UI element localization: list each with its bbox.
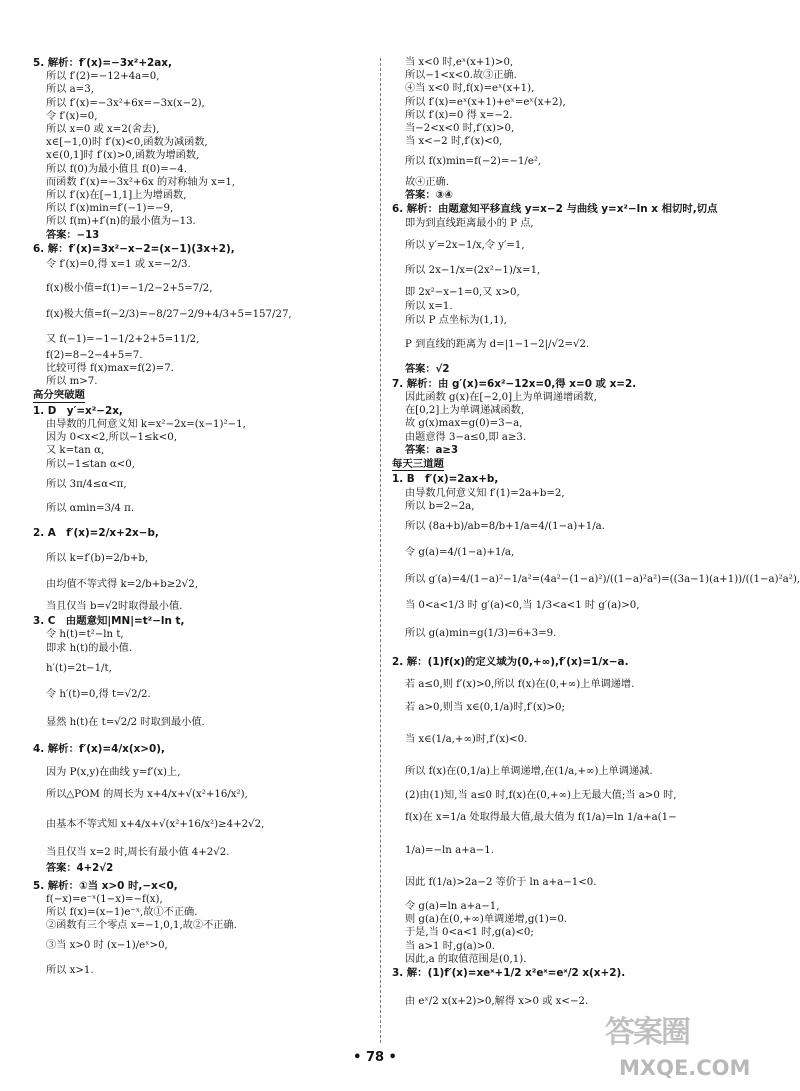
problem-heading: 2. A f′(x)=2/x+2x−b, — [33, 527, 159, 540]
answer-line: 答案：−13 — [46, 229, 100, 241]
solution-line: f(−x)=e⁻ˣ(1−x)=−f(x), — [46, 893, 163, 905]
column-divider — [380, 58, 381, 1043]
solution-line: x∈(0,1]时 f′(x)>0,函数为增函数, — [46, 150, 200, 162]
solution-line: 令 h′(t)=0,得 t=√2/2. — [46, 688, 151, 700]
solution-line: 在[0,2]上为单调递减函数, — [405, 405, 525, 417]
solution-line: 比较可得 f(x)max=f(2)=7. — [46, 363, 174, 375]
solution-line: 由基本不等式知 x+4/x+√(x²+16/x²)≥4+2√2, — [46, 818, 265, 830]
solution-line: 令 g(a)=4/(1−a)+1/a, — [405, 547, 515, 559]
solution-line — [33, 864, 375, 874]
solution-line: 所以 x=1. — [405, 301, 453, 313]
solution-line: 所以 g(a)min=g(1/3)=6+3=9. — [405, 627, 557, 639]
solution-line: 所以 f(m)+f′(n)的最小值为−13. — [46, 216, 196, 228]
solution-line: 当且仅当 x=2 时,周长有最小值 4+2√2. — [46, 847, 230, 859]
solution-line — [33, 616, 375, 627]
solution-line: 由导数几何意义知 f′(1)=2a+b=2, — [405, 487, 565, 499]
problem-heading: 2. 解：(1)f(x)的定义域为(0,+∞),f′(x)=1/x−a. — [392, 656, 629, 669]
solution-line — [33, 406, 375, 417]
solution-line: 即 2x²−x−1=0,又 x>0, — [405, 286, 520, 298]
solution-line: 因此,a 的取值范围是(0,1). — [405, 953, 527, 965]
solution-line — [392, 446, 730, 456]
solution-line: 当 x<0 时,eˣ(x+1)>0, — [405, 57, 514, 68]
solution-line: 因此 f(1/a)>2a−2 等价于 ln a+a−1<0. — [405, 876, 597, 888]
solution-line: 所以 αmin=3/4 π. — [46, 503, 135, 515]
solution-line: 当 a>1 时,g(a)>0. — [405, 940, 495, 952]
solution-line: 所以 f(x)=(x−1)e⁻ˣ,故①不正确. — [46, 906, 198, 918]
problem-heading: 5. 解析：f′(x)=−3x²+2ax, — [33, 57, 172, 69]
solution-line — [392, 968, 730, 979]
solution-line: 所以 f(x)在(0,1/a)上单调递增,在(1/a,+∞)上单调递减. — [405, 765, 653, 777]
answer-line: 答案：4+2√2 — [46, 863, 114, 875]
solution-line: 因为 P(x,y)在曲线 y=f′(x)上, — [46, 766, 181, 778]
solution-line: 当−2<x<0 时,f′(x)>0, — [405, 123, 515, 135]
problem-heading: 6. 解析：由题意知平移直线 y=x−2 与曲线 y=x²−ln x 相切时,切点 — [392, 203, 718, 216]
solution-line: 当 x∈(1/a,+∞)时,f′(x)<0. — [405, 733, 528, 745]
solution-line: f(x)在 x=1/a 处取得最大值,最大值为 f(1/a)=ln 1/a+a(1− — [405, 812, 677, 824]
solution-line: 若 a≤0,则 f′(x)>0,所以 f(x)在(0,+∞)上单调递增. — [405, 679, 635, 691]
solution-line: 令 g(a)=ln a+a−1, — [405, 900, 500, 912]
solution-line: 所以 3π/4≤α<π, — [46, 478, 127, 490]
solution-line — [392, 191, 730, 201]
solution-line: x∈[−1,0)时 f′(x)<0,函数为减函数, — [46, 137, 208, 149]
solution-line: 所以 y′=2x−1/x,令 y′=1, — [405, 240, 525, 252]
solution-line: 1/a)=−ln a+a−1. — [405, 844, 495, 856]
solution-line: 因此函数 g(x)在[−2,0]上为单调递增函数, — [405, 392, 597, 404]
solution-line: ②函数有三个零点 x=−1,0,1,故②不正确. — [46, 920, 237, 932]
solution-line: 所以 f′(x)min=f′(−1)=−9, — [46, 203, 174, 215]
problem-heading: 4. 解析：f′(x)=4/x(x>0), — [33, 743, 165, 756]
solution-line: 所以 f′(x)在[−1,1]上为增函数, — [46, 190, 187, 202]
solution-line: 由均值不等式得 k=2/b+b≥2√2, — [46, 578, 198, 590]
solution-line — [33, 231, 375, 241]
watermark-logo-text: 答案圈 — [605, 1015, 689, 1050]
solution-line — [33, 744, 375, 755]
solution-line — [392, 657, 730, 668]
solution-line: 所以 f′(2)=−12+4a=0, — [46, 71, 160, 83]
solution-line: 所以−1≤tan α<0, — [46, 458, 136, 470]
solution-line: 令 h(t)=t²−ln t, — [46, 629, 124, 641]
solution-line — [33, 244, 375, 255]
solution-line: 又 k=tan α, — [46, 445, 105, 457]
answer-line: 答案：a≥3 — [405, 444, 459, 456]
solution-line — [392, 459, 730, 471]
solution-line — [392, 365, 730, 375]
solution-line: 则 g(a)在(0,+∞)单调递增,g(1)=0. — [405, 914, 568, 926]
solution-line: 所以 f′(x)=0 得 x=−2. — [405, 109, 513, 121]
solution-line: ④当 x<0 时,f(x)=eˣ(x+1), — [405, 83, 535, 95]
solution-line: f(2)=8−2−4+5=7. — [46, 349, 143, 361]
solution-line: 即求 h(t)的最小值. — [46, 642, 133, 654]
solution-line: 所以 a=3, — [46, 84, 94, 96]
solution-line — [33, 528, 375, 539]
solution-line: 所以△POM 的周长为 x+4/x+√(x²+16/x²), — [46, 788, 248, 800]
problem-heading: 1. B f′(x)=2ax+b, — [392, 473, 499, 486]
solution-line: 因为 0<x<2,所以−1≤k<0, — [46, 432, 177, 444]
solution-line: 又 f(−1)=−1−1/2+2+5=11/2, — [46, 333, 200, 345]
solution-line: h′(t)=2t−1/t, — [46, 662, 112, 674]
solution-line: 所以 2x−1/x=(2x²−1)/x=1, — [405, 264, 541, 276]
solution-line: 所以 f′(x)=−3x²+6x=−3x(x−2), — [46, 97, 205, 109]
solution-line: 故④正确. — [405, 176, 449, 188]
solution-line — [392, 204, 730, 215]
solution-line: ③当 x>0 时 (x−1)/eˣ>0, — [46, 940, 168, 952]
problem-heading: 7. 解析：由 g′(x)=6x²−12x=0,得 x=0 或 x=2. — [392, 377, 637, 390]
solution-line: 由导数的几何意义知 k=x²−2x=(x−1)²−1, — [46, 419, 246, 431]
page-number: • 78 • — [353, 1050, 397, 1065]
solution-line: 当且仅当 b=√2时取得最小值. — [46, 600, 183, 612]
solution-line — [33, 58, 375, 69]
solution-line: 显然 h(t)在 t=√2/2 时取到最小值. — [46, 717, 205, 729]
solution-line: 故 g(x)max=g(0)=3−a, — [405, 418, 523, 430]
solution-line: 所以 f(x)min=f(−2)=−1/e², — [405, 156, 542, 168]
solution-line: 所以 k=f′(b)=2/b+b, — [46, 552, 149, 564]
solution-line: 由题意得 3−a≤0,即 a≥3. — [405, 431, 527, 443]
solution-line: 当 0<a<1/3 时 g′(a)<0,当 1/3<a<1 时 g′(a)>0, — [405, 599, 640, 611]
problem-heading: 3. C 由题意知|MN|=t²−ln t, — [33, 615, 185, 628]
section-heading: 每天三道题 — [392, 458, 444, 471]
solution-line: 而函数 f′(x)=−3x²+6x 的对称轴为 x=1, — [46, 176, 236, 188]
solution-line: 所以−1<x<0.故③正确. — [405, 70, 517, 82]
solution-line: 令 f′(x)=0,得 x=1 或 x=−2/3. — [46, 259, 191, 271]
solution-line: 由 eˣ/2 x(x+2)>0,解得 x>0 或 x<−2. — [405, 996, 589, 1008]
solution-line — [392, 474, 730, 485]
solution-line: f(x)极小值=f(1)=−1/2−2+5=7/2, — [46, 283, 213, 295]
solution-line: 所以 g′(a)=4/(1−a)²−1/a²=(4a²−(1−a)²)/((1−a)²a²)=((3a−1)(a+1))/((1−a)²a²), — [405, 573, 800, 585]
solution-line: 所以 (8a+b)/ab=8/b+1/a=4/(1−a)+1/a. — [405, 521, 605, 533]
solution-line: 所以 f(0)为最小值且 f(0)=−4. — [46, 163, 187, 175]
answer-line: 答案：√2 — [405, 363, 450, 375]
solution-line: 所以 x=0 或 x=2(舍去), — [46, 124, 160, 136]
left-column — [33, 58, 375, 976]
problem-heading: 1. D y′=x²−2x, — [33, 404, 123, 417]
solution-line: 所以 m>7. — [46, 376, 98, 388]
solution-line: 即为到直线距离最小的 P 点, — [405, 218, 534, 230]
solution-line: 所以 x>1. — [46, 964, 94, 976]
solution-line — [33, 390, 375, 402]
watermark-logo — [605, 1015, 751, 1088]
solution-line: 当 x<−2 时,f′(x)<0, — [405, 136, 503, 148]
problem-heading: 3. 解：(1)f′(x)=xeˣ+1/2 x²eˣ=eˣ/2 x(x+2). — [392, 966, 626, 979]
solution-line: 所以 P 点坐标为(1,1), — [405, 315, 507, 327]
solution-line: 所以 f′(x)=eˣ(x+1)+eˣ=eˣ(x+2), — [405, 96, 566, 108]
watermark-url: MXQE.COM — [619, 1056, 751, 1080]
solution-line: f(x)极大值=f(−2/3)=−8/27−2/9+4/3+5=157/27, — [46, 309, 292, 321]
right-column — [392, 57, 800, 1008]
solution-line: 于是,当 0<a<1 时,g(a)<0; — [405, 927, 534, 939]
solution-line: 令 f′(x)=0, — [46, 110, 98, 122]
answer-line: 答案：③④ — [405, 189, 453, 201]
problem-heading: 5. 解析：①当 x>0 时,−x<0, — [33, 879, 178, 892]
solution-line — [33, 881, 375, 892]
solution-line: P 到直线的距离为 d=|1−1−2|/√2=√2. — [405, 339, 590, 351]
problem-heading: 6. 解：f′(x)=3x²−x−2=(x−1)(3x+2), — [33, 242, 235, 255]
solution-line: (2)由(1)知,当 a≤0 时,f(x)在(0,+∞)上无最大值;当 a>0 时, — [405, 790, 677, 802]
solution-line — [392, 379, 730, 390]
section-heading: 高分突破题 — [33, 389, 85, 402]
solution-line: 若 a>0,则当 x∈(0,1/a)时,f′(x)>0; — [405, 701, 565, 713]
solution-line: 所以 b=2−2a, — [405, 500, 475, 512]
